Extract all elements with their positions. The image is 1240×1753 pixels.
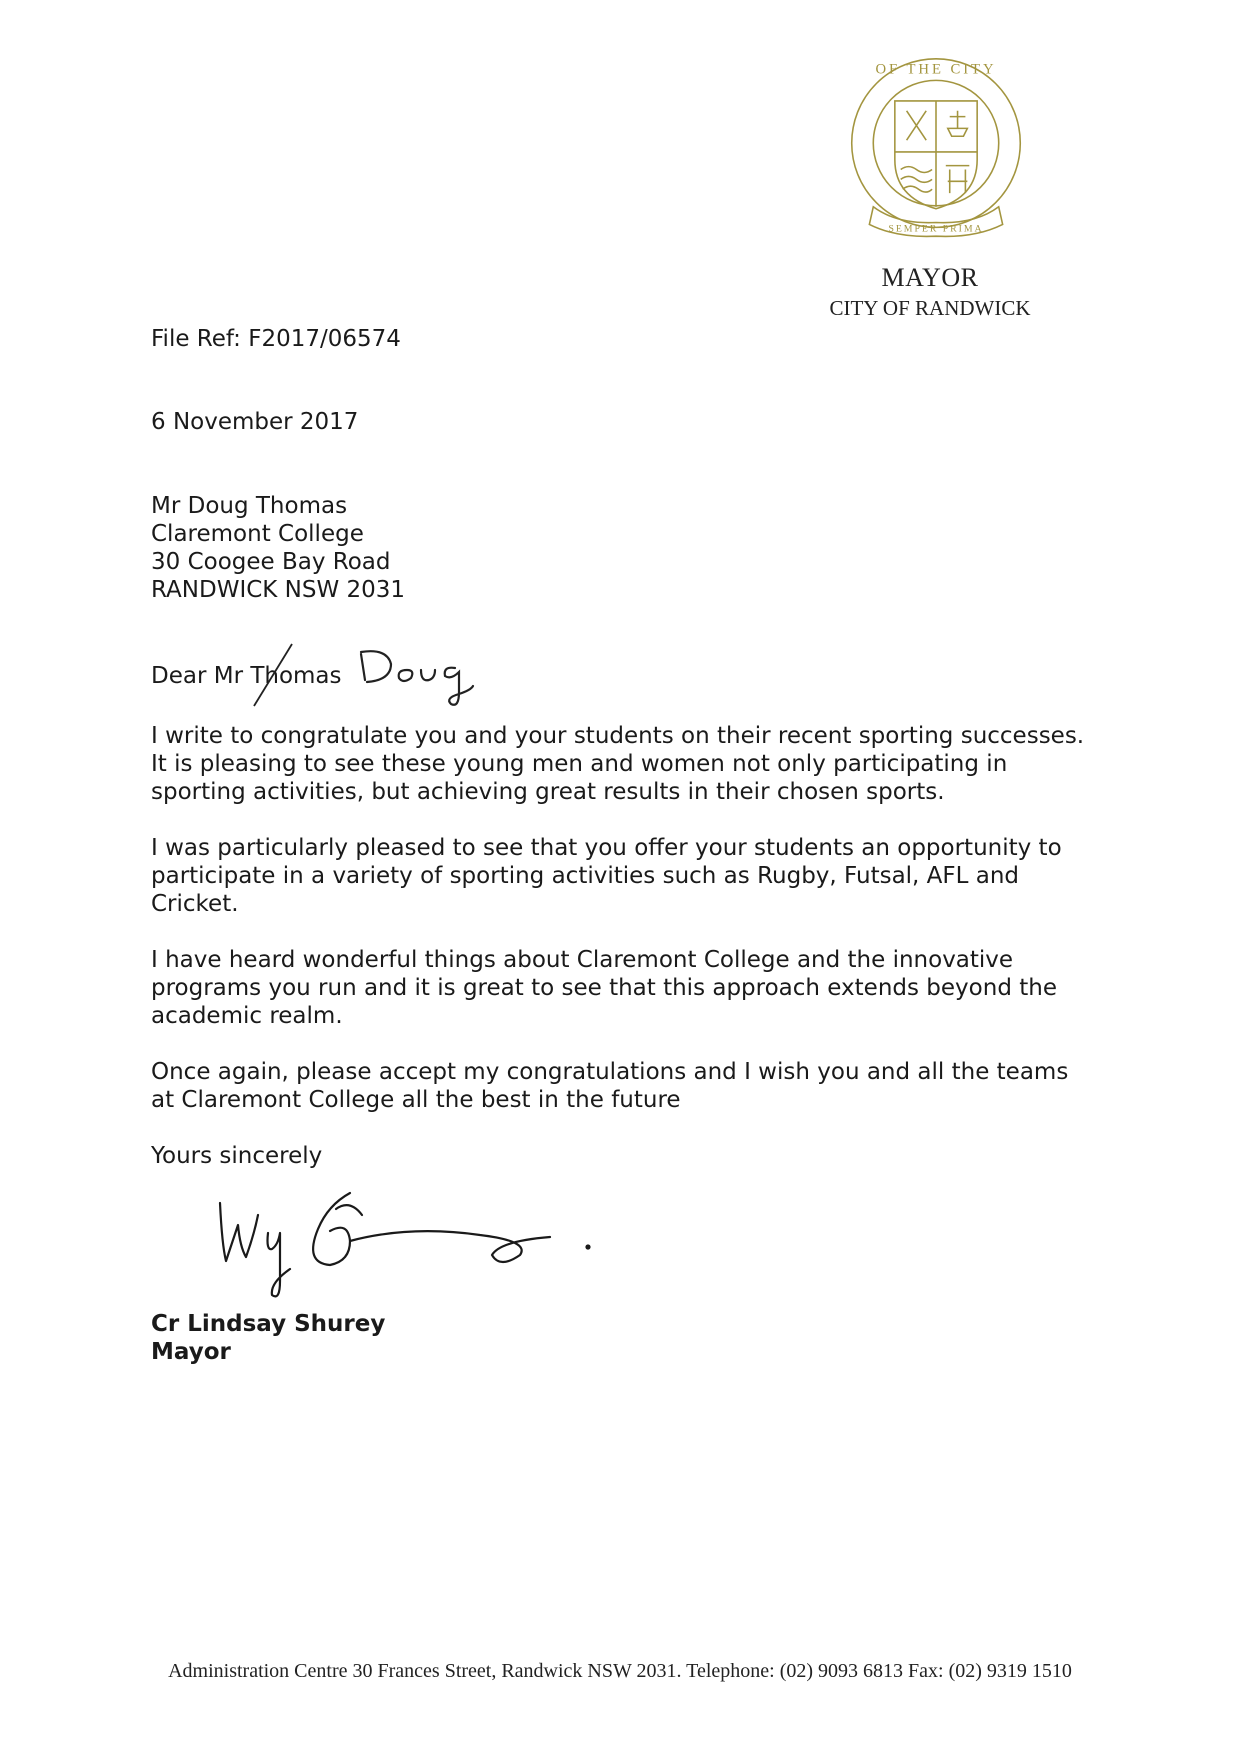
body-line: I write to congratulate you and your students on their recent sporting successes.	[151, 723, 1085, 749]
recipient-organisation: Claremont College	[151, 521, 364, 547]
handwritten-strike	[248, 640, 298, 710]
signatory-block	[151, 1310, 385, 1366]
body-line: academic realm.	[151, 1003, 343, 1029]
svg-text:SEMPER PRIMA: SEMPER PRIMA	[888, 223, 984, 235]
file-reference: File Ref: F2017/06574	[151, 326, 401, 352]
body-line: sporting activities, but achieving great results in their chosen sports.	[151, 779, 945, 805]
recipient-locality: RANDWICK NSW 2031	[151, 577, 406, 603]
body-line: participate in a variety of sporting activities such as Rugby, Futsal, AFL and	[151, 863, 1020, 889]
body-line: I have heard wonderful things about Claremont College and the innovative	[151, 947, 1014, 973]
signature	[200, 1185, 620, 1325]
svg-text:OF THE CITY: OF THE CITY	[875, 61, 997, 78]
recipient-address	[151, 492, 405, 604]
body-paragraph-4	[151, 1058, 1068, 1114]
council-seal-emblem	[838, 50, 1034, 246]
body-line: I was particularly pleased to see that you offer your students an opportunity to	[151, 835, 1062, 861]
body-line: programs you run and it is great to see that this approach extends beyond the	[151, 975, 1057, 1001]
signatory-title: Mayor	[151, 1339, 231, 1365]
letterhead-title: MAYOR	[881, 263, 979, 292]
body-line: Once again, please accept my congratulations and I wish you and all the teams	[151, 1059, 1069, 1085]
body-line: It is pleasing to see these young men and women not only participating in	[151, 751, 1008, 777]
handwritten-correction	[355, 640, 480, 710]
letterhead-city: CITY OF RANDWICK	[829, 296, 1031, 320]
recipient-name: Mr Doug Thomas	[151, 493, 348, 519]
recipient-street: 30 Coogee Bay Road	[151, 549, 391, 575]
salutation: Dear Mr Thomas	[151, 663, 342, 689]
letterhead	[780, 262, 1080, 322]
body-line: Cricket.	[151, 891, 239, 917]
body-line: at Claremont College all the best in the future	[151, 1087, 681, 1113]
footer-address: Administration Centre 30 Frances Street, Randwick NSW 2031. Telephone: (02) 9093 6813 Fax: (02) 9319 1510	[168, 1660, 1072, 1682]
letter-date: 6 November 2017	[151, 409, 359, 435]
closing: Yours sincerely	[151, 1143, 323, 1169]
body-paragraph-1	[151, 722, 1084, 806]
body-paragraph-3	[151, 946, 1057, 1030]
body-paragraph-2	[151, 834, 1062, 918]
signatory-name: Cr Lindsay Shurey	[151, 1311, 386, 1337]
